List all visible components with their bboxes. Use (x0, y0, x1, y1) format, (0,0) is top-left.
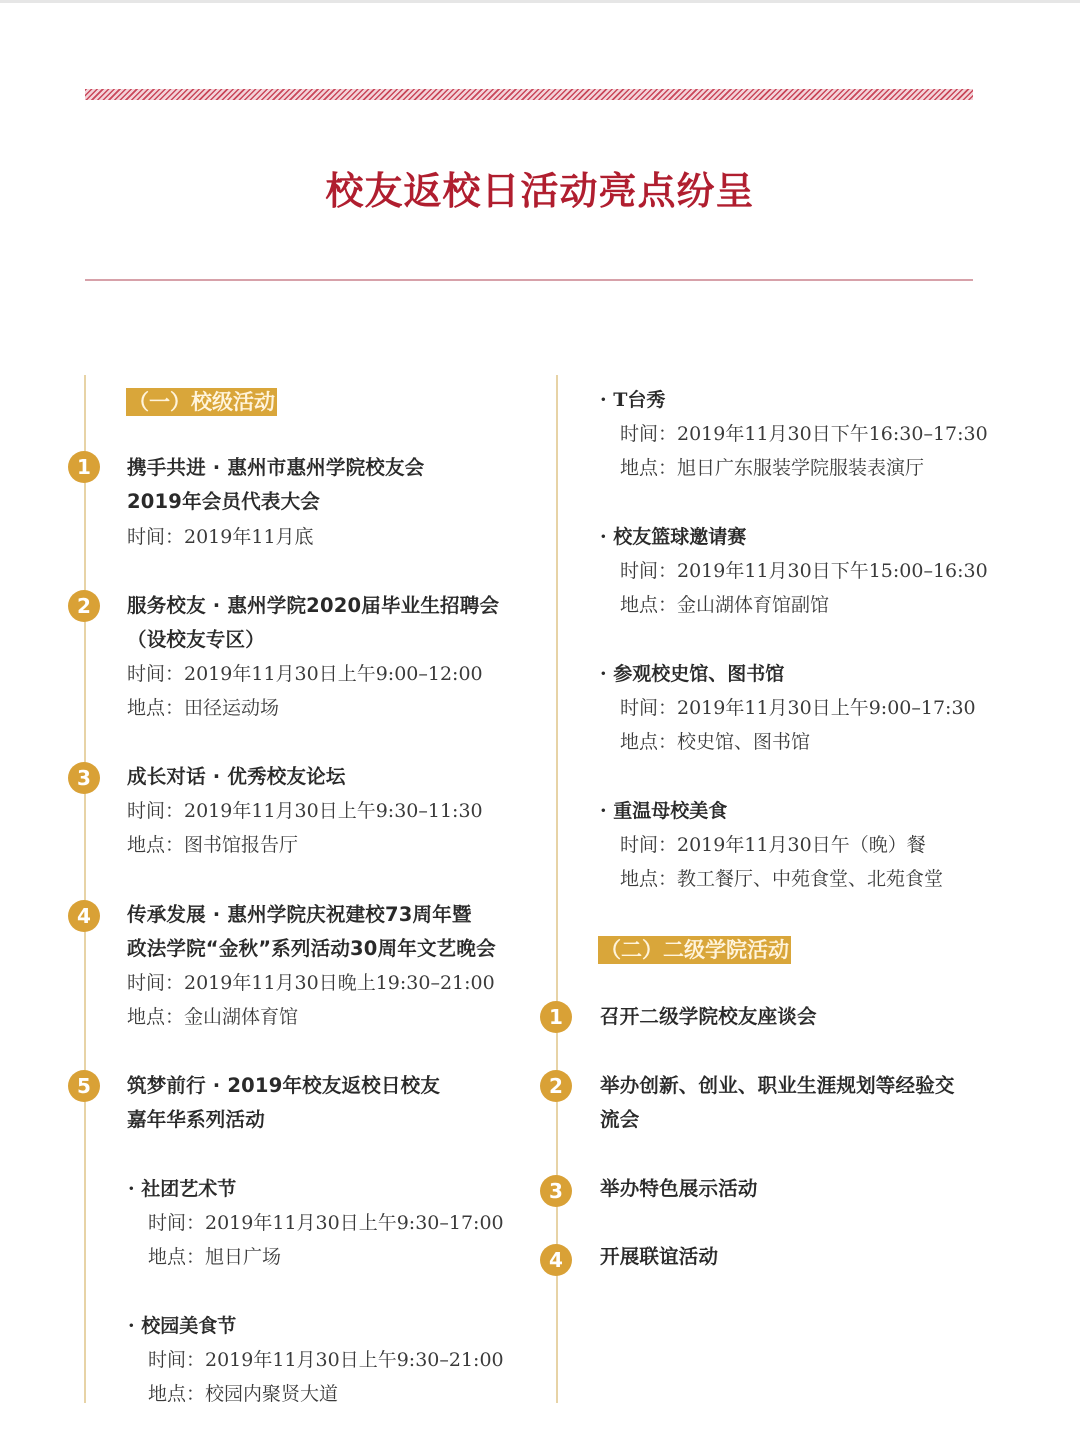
section1-label: （一）校级活动 (128, 390, 275, 414)
item-title-line: 成长对话 · 优秀校友论坛 (127, 765, 346, 788)
item-title-line: 流会 (600, 1108, 640, 1131)
item-title-line: 携手共进 · 惠州市惠州学院校友会 (127, 456, 425, 479)
subitem-place: 地点：校园内聚贤大道 (148, 1383, 339, 1405)
subitem-time: 时间：2019年11月30日午（晚）餐 (620, 834, 926, 856)
subitem-time: 时间：2019年11月30日上午9:30–17:00 (148, 1212, 504, 1234)
subitem-name: · 重温母校美食 (600, 800, 728, 822)
item-title-line: 传承发展 · 惠州学院庆祝建校73周年暨 (127, 903, 472, 926)
subitem-name: · 参观校史馆、图书馆 (600, 663, 785, 685)
item-place: 地点：金山湖体育馆 (127, 1006, 299, 1028)
subitem-place: 地点：旭日广东服装学院服装表演厅 (620, 457, 925, 479)
subitem-place: 地点：金山湖体育馆副馆 (620, 594, 830, 616)
subitem-name: · 校园美食节 (128, 1315, 237, 1337)
subitem-place: 地点：校史馆、图书馆 (620, 731, 811, 753)
title-divider (85, 279, 973, 281)
item-title-line: 举办特色展示活动 (600, 1177, 758, 1200)
item-time: 时间：2019年11月30日上午9:00–12:00 (127, 663, 483, 685)
item-title-line: 政法学院“金秋”系列活动30周年文艺晚会 (127, 937, 496, 960)
item-title-line: 嘉年华系列活动 (127, 1108, 265, 1131)
subitem-time: 时间：2019年11月30日下午15:00–16:30 (620, 560, 988, 582)
left-timeline-line (84, 375, 86, 1403)
item-time: 时间：2019年11月30日上午9:30–11:30 (127, 800, 483, 822)
item-title-line: 召开二级学院校友座谈会 (600, 1005, 817, 1028)
section2-label: （二）二级学院活动 (600, 938, 789, 962)
subitem-name: · 校友篮球邀请赛 (600, 526, 747, 548)
number-badge-1: 1 (540, 1001, 572, 1033)
number-badge-5: 5 (68, 1070, 100, 1102)
subitem-time: 时间：2019年11月30日上午9:00–17:30 (620, 697, 976, 719)
number-badge-4: 4 (540, 1244, 572, 1276)
item-title-line: 举办创新、创业、职业生涯规划等经验交 (600, 1074, 955, 1097)
item-place: 地点：图书馆报告厅 (127, 834, 299, 856)
number-badge-1: 1 (68, 451, 100, 483)
subitem-place: 地点：教工餐厅、中苑食堂、北苑食堂 (620, 868, 944, 890)
top-border (0, 0, 1080, 3)
number-badge-2: 2 (540, 1070, 572, 1102)
item-time: 时间：2019年11月30日晚上19:30–21:00 (127, 972, 495, 994)
item-title-line: 2019年会员代表大会 (127, 490, 320, 513)
item-place: 地点：田径运动场 (127, 697, 280, 719)
item-time: 时间：2019年11月底 (127, 526, 314, 548)
item-title-line: 开展联谊活动 (600, 1245, 719, 1268)
number-badge-3: 3 (540, 1175, 572, 1207)
item-title-line: 服务校友 · 惠州学院2020届毕业生招聘会 (127, 594, 500, 617)
number-badge-3: 3 (68, 762, 100, 794)
number-badge-2: 2 (68, 590, 100, 622)
subitem-time: 时间：2019年11月30日上午9:30–21:00 (148, 1349, 504, 1371)
subitem-name: · T台秀 (600, 389, 666, 411)
item-title-line: 筑梦前行 · 2019年校友返校日校友 (127, 1074, 441, 1097)
decorative-hatch-band (85, 89, 973, 100)
number-badge-4: 4 (68, 900, 100, 932)
item-title-line: （设校友专区） (127, 628, 265, 651)
subitem-place: 地点：旭日广场 (148, 1246, 282, 1268)
subitem-name: · 社团艺术节 (128, 1178, 237, 1200)
page-title: 校友返校日活动亮点纷呈 (325, 169, 755, 213)
subitem-time: 时间：2019年11月30日下午16:30–17:30 (620, 423, 988, 445)
